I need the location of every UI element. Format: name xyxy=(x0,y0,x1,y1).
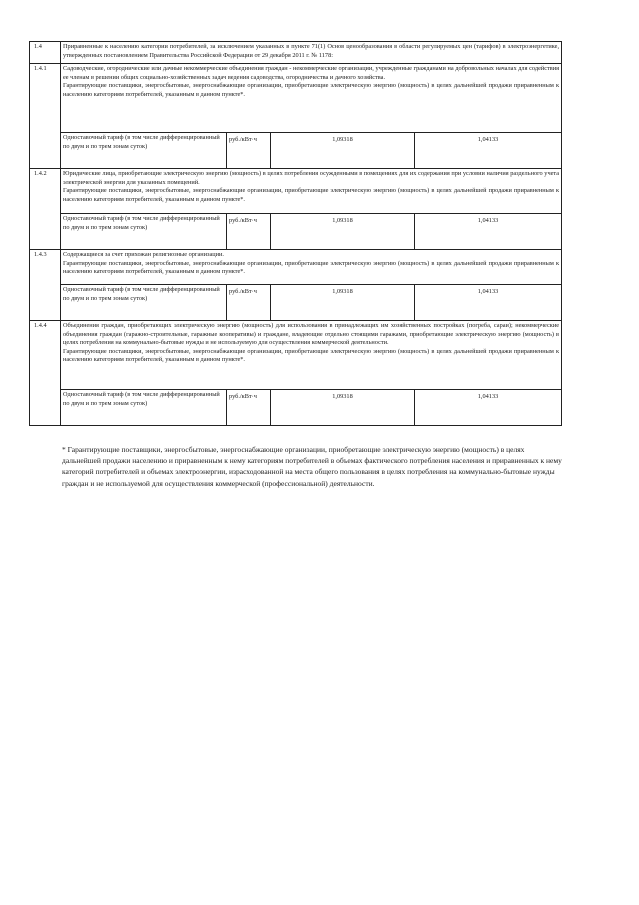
section-title: Приравненные к населению категории потребителей, за исключением указанных в пункте 71(1) Основ ценообразования в области регулируемых цен (тарифов) в электроэнергетике, утвержденных постановлением Правительства Российской Федерации от 29 декабря 2011 г. № 1178: xyxy=(61,42,562,64)
subsection-paragraph: Гарантирующие поставщики, энергосбытовые, энергоснабжающие организации, приобретающие электрическую энергию (мощность) в целях дальнейшей продажи приравненным к населению категориям потребителей, указанным в данном пункте*. xyxy=(63,82,560,98)
tariff-value-1: 1,09318 xyxy=(271,285,415,321)
subsection-row xyxy=(30,321,562,390)
tariff-row xyxy=(30,214,562,250)
subsection-paragraph: Гарантирующие поставщики, энергосбытовые, энергоснабжающие организации, приобретающие электрическую энергию (мощность) в целях дальнейшей продажи приравненным к населению категориям потребителей, указанным в данном пункте*. xyxy=(63,259,560,276)
subsection-paragraph: Объединения граждан, приобретающих электрическую энергию (мощность) для использования в принадлежащих им хозяйственных постройках (погреба, сараи); некоммерческие объединения граждан (гаражно-строительные, гаражные кооперативы) и граждане, владеющие отдельно стоящими гаражами, приобретающие электрическую энергию (мощность) в целях потребления на коммунально-бытовые нужды и не используемую для осуществления коммерческой деятельности. xyxy=(63,322,560,347)
subsection-description xyxy=(61,321,562,390)
subsection-number: 1.4.3 xyxy=(30,250,61,321)
subsection-row xyxy=(30,64,562,133)
tariff-value-1: 1,09318 xyxy=(271,133,415,169)
subsection-paragraph: Гарантирующие поставщики, энергосбытовые, энергоснабжающие организации, приобретающие электрическую энергию (мощность) в целях дальнейшей продажи приравненным к населению категориям потребителей, указанным в данном пункте*. xyxy=(63,187,560,203)
subsection-number: 1.4.4 xyxy=(30,321,61,426)
subsection-row xyxy=(30,169,562,214)
subsection-number: 1.4.1 xyxy=(30,64,61,169)
tariff-unit: руб./кВт·ч xyxy=(227,390,271,426)
tariff-row xyxy=(30,285,562,321)
tariff-table xyxy=(29,41,562,426)
tariff-value-2: 1,04133 xyxy=(415,285,562,321)
subsection-number: 1.4.2 xyxy=(30,169,61,250)
tariff-unit: руб./кВт·ч xyxy=(227,133,271,169)
subsection-paragraph: Юридические лица, приобретающие электрическую энергию (мощность) в целях потребления осужденными в помещениях для их содержания при условии наличия раздельного учета электрической энергии для указанных помещений. xyxy=(63,170,560,186)
tariff-value-2: 1,04133 xyxy=(415,133,562,169)
subsection-description xyxy=(61,64,562,133)
tariff-row xyxy=(30,133,562,169)
subsection-paragraph: Садоводческие, огороднические или дачные некоммерческие объединения граждан - некоммерческие организации, учрежденные гражданами на добровольных началах для содействия ее членам в решении общих социально-хозяйственных задач ведения садоводства, огородничества и дачного хозяйства. xyxy=(63,65,560,81)
subsection-description xyxy=(61,250,562,285)
tariff-label: Одноставочный тариф (в том числе дифференцированный по двум и по трем зонам суток) xyxy=(61,390,227,426)
tariff-value-1: 1,09318 xyxy=(271,390,415,426)
tariff-label: Одноставочный тариф (в том числе дифференцированный по двум и по трем зонам суток) xyxy=(61,285,227,321)
tariff-value-2: 1,04133 xyxy=(415,214,562,250)
subsection-description xyxy=(61,169,562,214)
subsection-paragraph: Гарантирующие поставщики, энергосбытовые, энергоснабжающие организации, приобретающие электрическую энергию (мощность) в целях дальнейшей продажи приравненным к населению категориям потребителей, указанным в данном пункте*. xyxy=(63,347,560,364)
tariff-row xyxy=(30,390,562,426)
footnote: * Гарантирующие поставщики, энергосбытовые, энергоснабжающие организации, приобретающие электрическую энергию (мощность) в целях дальнейшей продажи населению и приравненным к нему категориям потребителей в объемах фактического потребления населения и приравненных к нему категорий потребителей и объемах электроэнергии, израсходованной на места общего пользования в целях потребления на коммунально-бытовые нужды граждан и не используемой для осуществления коммерческой (профессиональной) деятельности. xyxy=(62,445,562,488)
tariff-label: Одноставочный тариф (в том числе дифференцированный по двум и по трем зонам суток) xyxy=(61,214,227,250)
tariff-value-2: 1,04133 xyxy=(415,390,562,426)
tariff-label: Одноставочный тариф (в том числе дифференцированный по двум и по трем зонам суток) xyxy=(61,133,227,169)
subsection-row xyxy=(30,250,562,285)
tariff-unit: руб./кВт·ч xyxy=(227,214,271,250)
section-row xyxy=(30,42,562,64)
tariff-value-1: 1,09318 xyxy=(271,214,415,250)
tariff-unit: руб./кВт·ч xyxy=(227,285,271,321)
section-number: 1.4 xyxy=(30,42,61,64)
subsection-paragraph: Содержащиеся за счет прихожан религиозные организации. xyxy=(63,251,224,258)
